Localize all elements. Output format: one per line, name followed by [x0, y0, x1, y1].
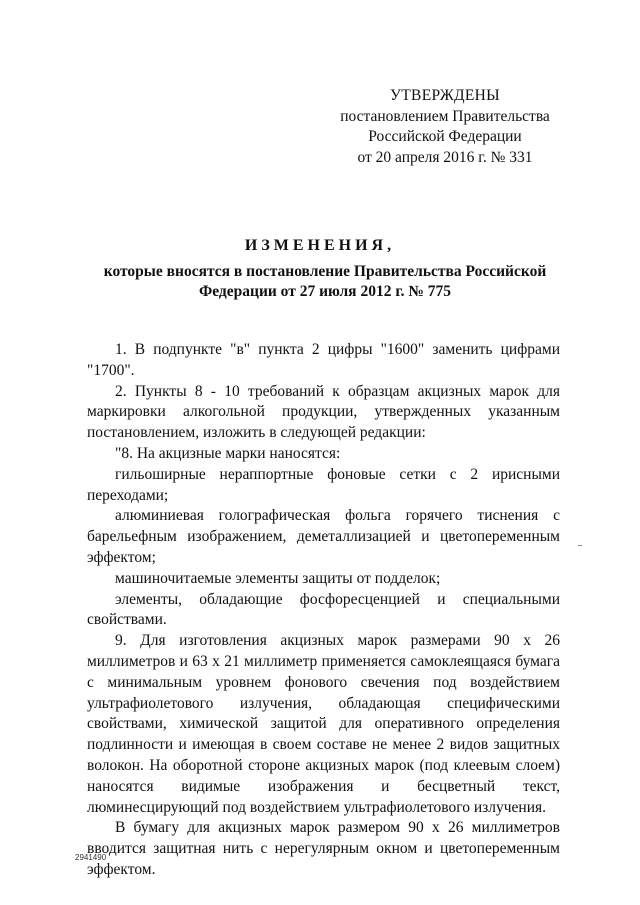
approval-line-1: постановлением Правительства	[340, 107, 550, 125]
paragraph-8: 9. Для изготовления акцизных марок размерами 90 x 26 миллиметров и 63 x 21 миллиметр применяется самоклеящаяся бумага с минимальным уровнем фонового свечения под воздействием ультрафиолетового излучения, обладающая специфическими свойствами, химической защитой для оперативного определения подлинности и имеющая в своем составе не менее 2 видов защитных волокон. На оборотной стороне акцизных марок (под клеевым слоем) наносятся видимые изображения и бесцветный текст, люминесцирующий под воздействием ультрафиолетового излучения.	[87, 632, 560, 816]
approval-heading: УТВЕРЖДЕНЫ	[390, 87, 500, 104]
margin-mark	[578, 545, 582, 546]
paragraph-7: элементы, обладающие фосфоресценцией и специальными свойствами.	[87, 590, 560, 629]
document-title: ИЗМЕНЕНИЯ,	[244, 237, 396, 254]
document-body	[87, 340, 560, 881]
paragraph-5: алюминиевая голографическая фольга горячего тиснения с барельефным изображением, деметаллизацией и цветопеременным эффектом;	[87, 507, 560, 566]
approval-line-3: от 20 апреля 2016 г. № 331	[357, 148, 533, 166]
paragraph-4: гильоширные нераппортные фоновые сетки с 2 ирисными переходами;	[87, 465, 560, 504]
paragraph-9: В бумагу для акцизных марок размером 90 x 26 миллиметров вводится защитная нить с нерегулярным окном и цветопеременным эффектом.	[87, 819, 560, 878]
approval-line-2: Российской Федерации	[368, 128, 522, 145]
footer-document-code: 2941490	[75, 853, 107, 862]
approval-stamp	[330, 86, 560, 168]
paragraph-1: 1. В подпункте "в" пункта 2 цифры "1600" заменить цифрами "1700".	[87, 341, 560, 379]
paragraph-6: машиночитаемые элементы защиты от подделок;	[115, 569, 441, 587]
paragraph-2: 2. Пункты 8 - 10 требований к образцам акцизных марок для маркировки алкогольной продукции, утвержденных указанным постановлением, изложить в следующей редакции:	[87, 382, 560, 442]
paragraph-3: "8. На акцизные марки наносятся:	[115, 444, 341, 462]
document-subtitle: которые вносятся в постановление Правительства Российской Федерации от 27 июля 2012 г. № 775	[103, 263, 547, 300]
